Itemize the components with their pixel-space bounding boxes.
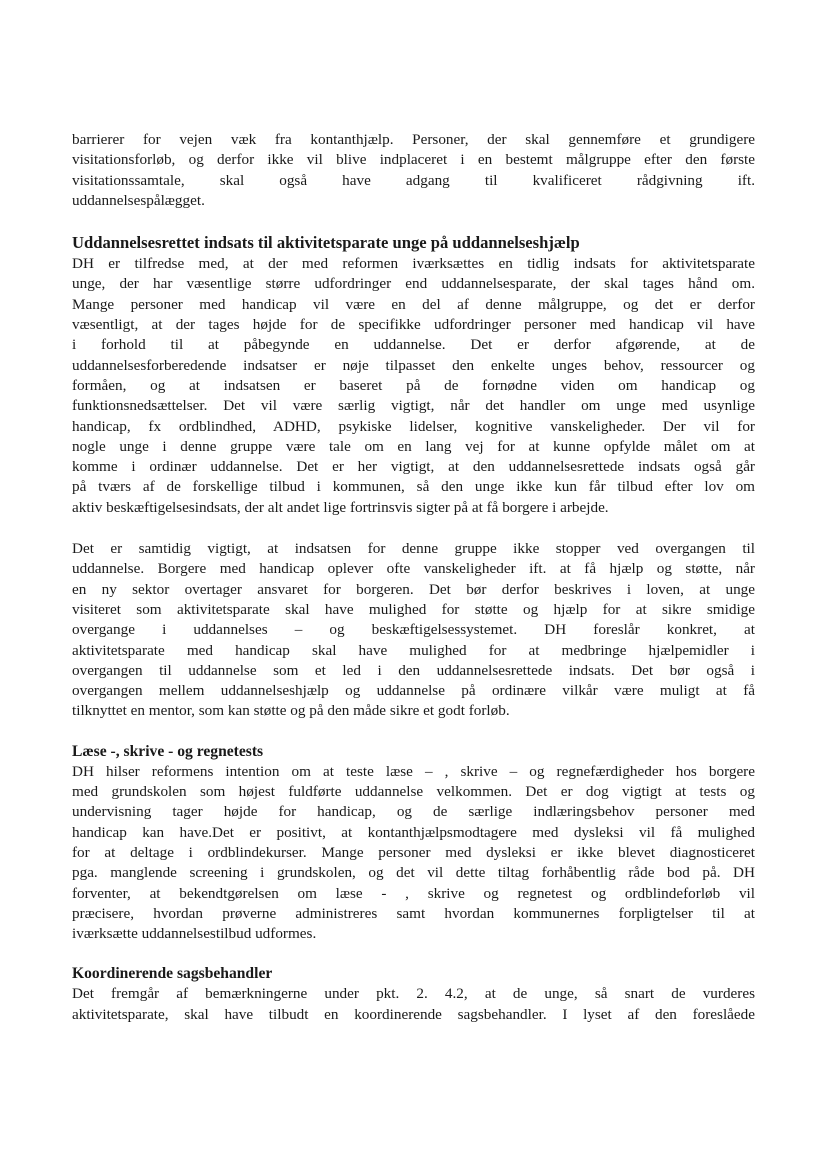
text-line: undervisning tager højde for handicap, og de særlige indlæringsbehov personer med <box>72 803 755 821</box>
text-line: på tværs af de forskellige tilbud i kommunen, så den unge ikke kun får tilbud efter lov om <box>72 478 755 496</box>
text-line: handicap kan have.Det er positivt, at kontanthjælpsmodtagere med dysleksi vil få mulighed <box>72 823 755 841</box>
text-line: unge, der har væsentlige større udfordringer end uddannelsesparate, der skal tages hånd om. <box>72 275 755 293</box>
text-line: for at deltage i ordblindekurser. Mange personer med dysleksi er ikke blevet diagnosticeret <box>72 843 755 861</box>
text-line: nogle unge i denne gruppe være tale om en lang vej for at kunne opfylde målet om at <box>72 437 755 455</box>
text-line: i forhold til at påbegynde en uddannelse. Det er derfor afgørende, at de <box>72 336 755 354</box>
text-line: DH er tilfredse med, at der med reformen iværksættes en tidlig indsats for aktivitetsparate <box>72 255 755 273</box>
text-line: overgangen mellem uddannelseshjælp og uddannelse på ordinære vilkår være muligt at få <box>72 682 755 700</box>
text-line: iværksætte uddannelsestilbud udformes. <box>72 925 317 943</box>
text-line: overgange i uddannelses – og beskæftigelsessystemet. DH foreslår konkret, at <box>72 621 755 639</box>
text-line: Det er samtidig vigtigt, at indsatsen for denne gruppe ikke stopper ved overgangen til <box>72 540 755 558</box>
text-line: aktivitetsparate, skal have tilbudt en koordinerende sagsbehandler. I lyset af den foreslåede <box>72 1005 755 1023</box>
text-line: forventer, at bekendtgørelsen om læse - , skrive og regnetest og ordblindeforløb vil <box>72 884 755 902</box>
text-line: visitationsforløb, og derfor ikke vil blive indplaceret i en bestemt målgruppe efter den første <box>72 151 755 169</box>
section1-paragraph-1 <box>72 254 755 518</box>
text-line: uddannelsespålægget. <box>72 191 205 209</box>
text-line: med grundskolen som højest fuldførte uddannelse velkommen. Det er dog vigtigt at tests og <box>72 783 755 801</box>
section-heading-uddannelsesrettet: Uddannelsesrettet indsats til aktivitetsparate unge på uddannelseshjælp <box>72 233 580 253</box>
text-line: en ny sektor overtager ansvaret for borgeren. Det bør derfor beskrives i loven, at unge <box>72 580 755 598</box>
text-line: formåen, og at indsatsen er baseret på de fornødne viden om handicap og <box>72 376 755 394</box>
text-line: visiteret som aktivitetsparate skal have mulighed for støtte og hjælp for at sikre smidige <box>72 600 755 618</box>
section1-paragraph-2 <box>72 539 755 722</box>
text-line: DH hilser reformens intention om at teste læse – , skrive – og regnefærdigheder hos borgere <box>72 762 755 780</box>
text-line: præcisere, hvordan prøverne administreres samt hvordan kommunernes forpligtelser til at <box>72 904 755 922</box>
text-line: aktiv beskæftigelsesindsats, der alt andet lige fortrinsvis sigter på at få borgere i arbejde. <box>72 498 609 516</box>
text-line: pga. manglende screening i grundskolen, og det vil dette tiltag forhåbentlig råde bod på. DH <box>72 864 755 882</box>
text-line: Det fremgår af bemærkningerne under pkt. 2. 4.2, at de unge, så snart de vurderes <box>72 985 755 1003</box>
intro-paragraph <box>72 130 755 211</box>
text-line: uddannelse. Borgere med handicap oplever ofte vanskeligheder ift. at få hjælp og støtte, når <box>72 560 755 578</box>
section-heading-koordinerende: Koordinerende sagsbehandler <box>72 965 273 983</box>
section2-paragraph <box>72 762 755 945</box>
text-line: uddannelsesforberedende indsatser er nøje tilpasset den enkelte unges behov, ressourcer og <box>72 356 755 374</box>
text-line: Mange personer med handicap vil være en del af denne målgruppe, og det er derfor <box>72 295 755 313</box>
text-line: væsentligt, at der tages højde for de specifikke udfordringer personer med handicap vil have <box>72 316 755 334</box>
text-line: aktivitetsparate med handicap skal have mulighed for at medbringe hjælpemidler i <box>72 641 755 659</box>
text-line: komme i ordinær uddannelse. Det er her vigtigt, at den uddannelsesrettede indsats også går <box>72 458 755 476</box>
text-line: tilknyttet en mentor, som kan støtte og på den måde sikre et godt forløb. <box>72 702 510 720</box>
text-line: overgangen til uddannelse som et led i den uddannelsesrettede indsats. Det bør også i <box>72 661 755 679</box>
text-line: funktionsnedsættelser. Det vil være særlig vigtigt, når det handler om unge med usynlige <box>72 397 755 415</box>
document-page <box>72 130 755 1025</box>
section-heading-tests: Læse -, skrive - og regnetests <box>72 742 264 760</box>
text-line: visitationssamtale, skal også have adgang til kvalificeret rådgivning ift. <box>72 171 755 189</box>
text-line: barrierer for vejen væk fra kontanthjælp. Personer, der skal gennemføre et grundigere <box>72 131 755 148</box>
section3-paragraph <box>72 984 755 1025</box>
text-line: handicap, fx ordblindhed, ADHD, psykiske lidelser, kognitive vanskeligheder. Der vil for <box>72 417 755 435</box>
